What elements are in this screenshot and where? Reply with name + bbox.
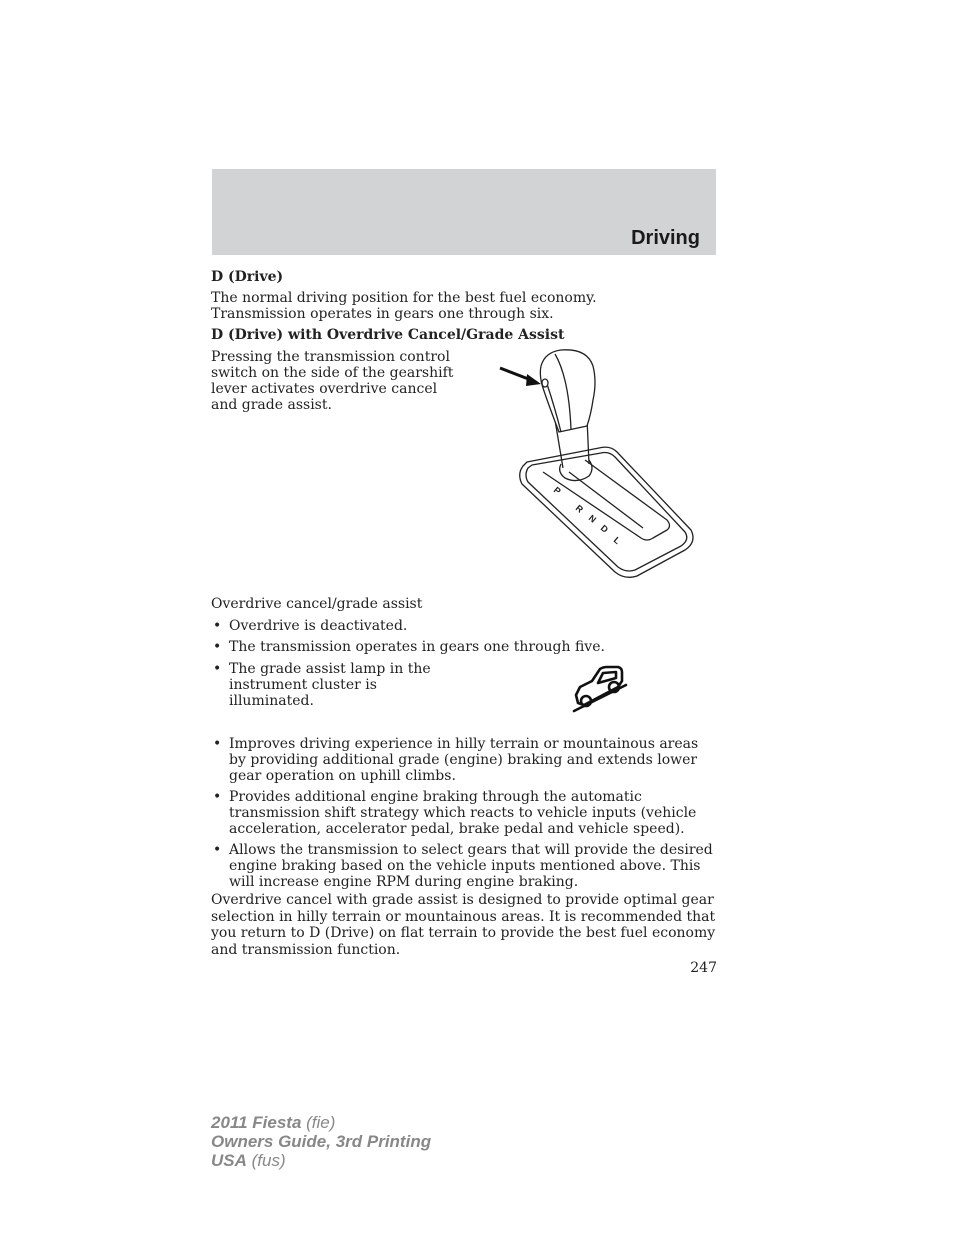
gear-label-d: D [598, 522, 611, 535]
list-item [211, 618, 717, 639]
paragraph-drive: The normal driving position for the best fuel economy. Transmission operates in gears one through six. [211, 290, 597, 322]
list-item [211, 789, 717, 837]
bullet-icon: • [213, 842, 222, 858]
section-title: Driving [631, 227, 700, 249]
bullet-icon: • [213, 661, 222, 677]
page-number: 247 [690, 960, 717, 976]
list-item-text: The grade assist lamp in the instrument cluster is illuminated. [229, 661, 431, 709]
bullet-list-status [211, 618, 717, 709]
gearshift-illustration [495, 348, 700, 584]
list-item-text: The transmission operates in gears one through five. [229, 639, 605, 655]
list-item-text: Overdrive is deactivated. [229, 618, 408, 634]
gear-label-r: R [573, 502, 586, 515]
footer-line-edition: Owners Guide, 3rd Printing [211, 1132, 432, 1151]
bullet-list-benefits [211, 736, 717, 890]
footer-line-market: USA (fus) [211, 1151, 286, 1170]
list-item [211, 736, 717, 784]
section-header-band [212, 169, 716, 255]
grade-assist-icon [570, 665, 630, 715]
list-item [211, 842, 717, 890]
bullet-icon: • [213, 639, 222, 655]
heading-overdrive-cancel: D (Drive) with Overdrive Cancel/Grade Assist [211, 327, 565, 343]
gear-label-n: N [586, 512, 599, 525]
gear-label-p: P [551, 484, 563, 497]
list-item [211, 639, 717, 661]
list-item-text: Allows the transmission to select gears that will provide the desired engine braking based on the vehicle inputs mentioned above. This will increase engine RPM during engine braking. [229, 842, 713, 890]
heading-drive: D (Drive) [211, 269, 284, 285]
bullet-icon: • [213, 618, 222, 634]
list-item [211, 661, 461, 709]
figure-caption: Overdrive cancel/grade assist [211, 596, 423, 612]
closing-paragraph: Overdrive cancel with grade assist is designed to provide optimal gear selection in hilly terrain or mountainous areas. It is recommended that you return to D (Drive) on flat terrain to provide the best fuel economy and transmission function. [211, 892, 716, 958]
list-item-text: Improves driving experience in hilly terrain or mountainous areas by providing additional grade (engine) braking and extends lower gear operation on uphill climbs. [229, 736, 699, 784]
gear-label-l: L [611, 534, 623, 547]
paragraph-overdrive-switch: Pressing the transmission control switch on the side of the gearshift lever activates overdrive cancel and grade assist. [211, 349, 454, 413]
list-item-text: Provides additional engine braking through the automatic transmission shift strategy which reacts to vehicle inputs (vehicle acceleration, accelerator pedal, brake pedal and vehicle speed). [229, 789, 697, 837]
bullet-icon: • [213, 789, 222, 805]
document-footer [211, 1113, 431, 1170]
bullet-icon: • [213, 736, 222, 752]
footer-line-model: 2011 Fiesta (fie) [211, 1113, 336, 1132]
